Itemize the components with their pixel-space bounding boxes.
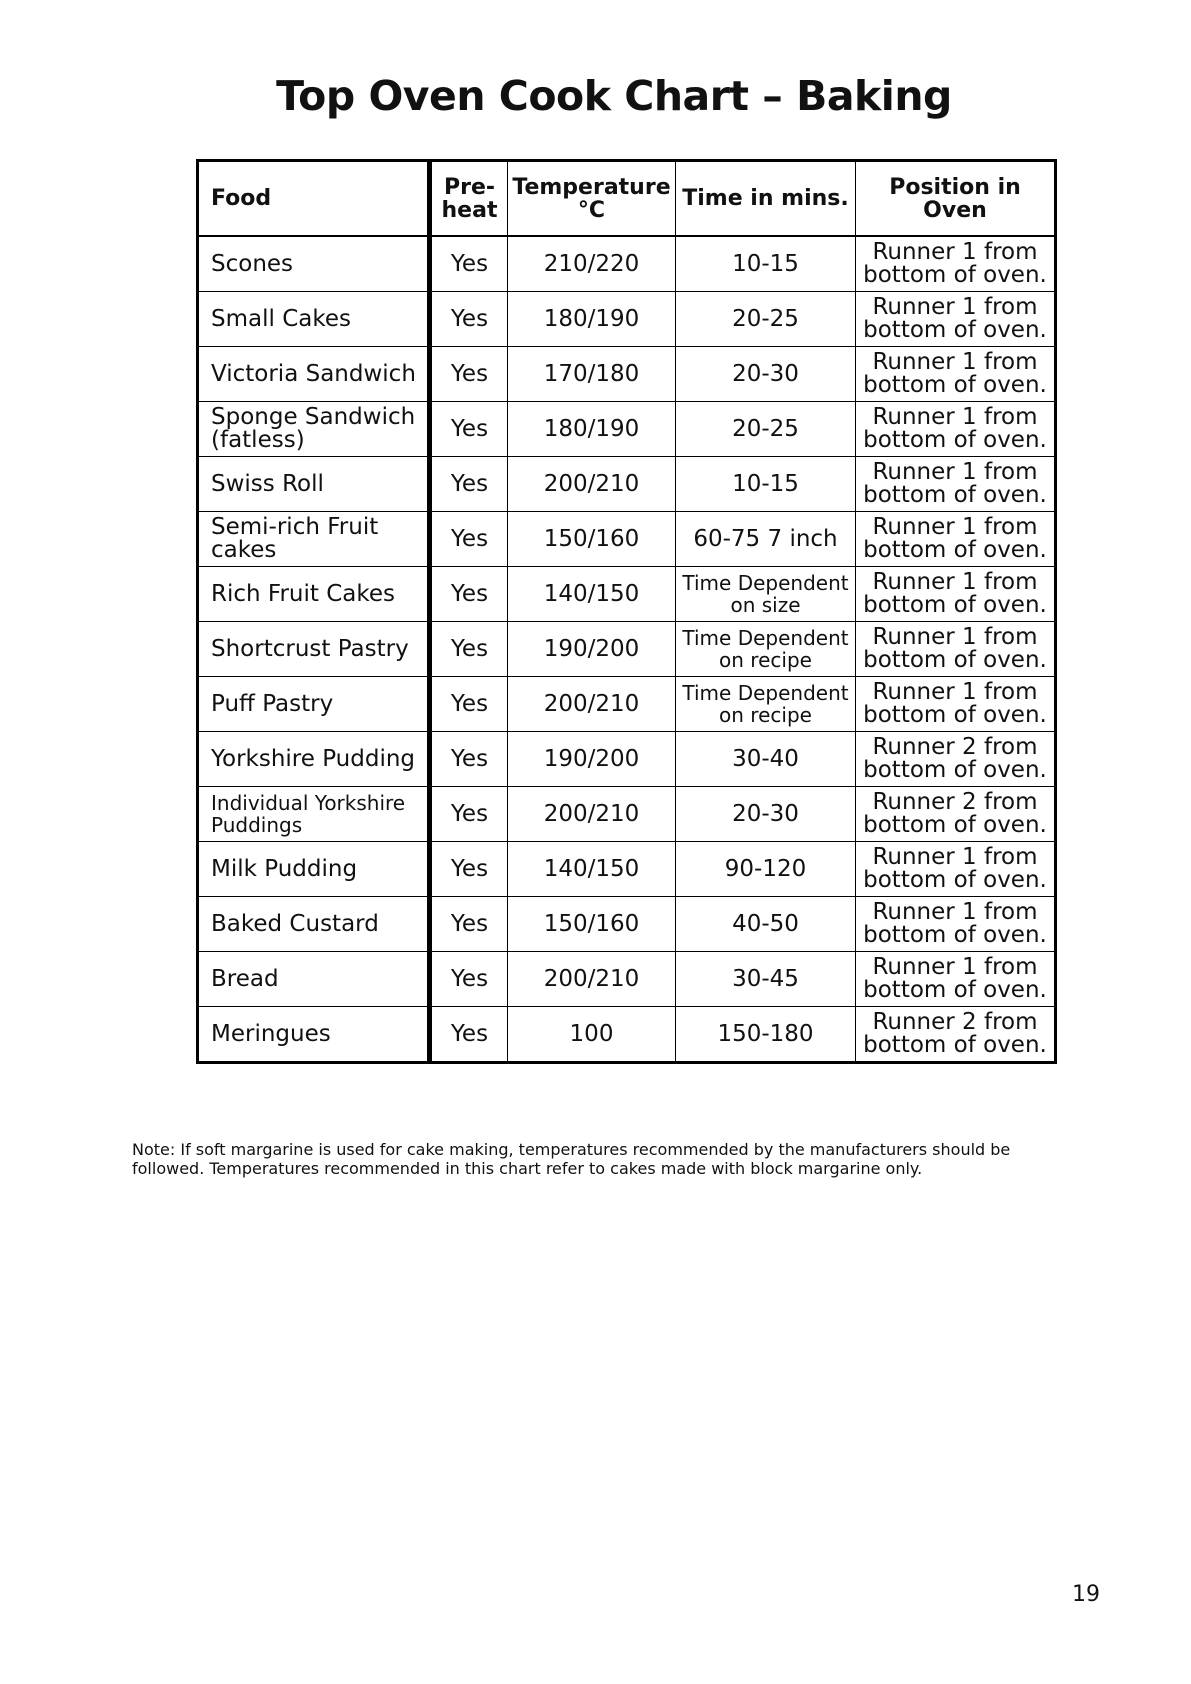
cell-food: Puff Pastry [198,677,430,732]
cell-time: 20-30 [676,787,856,842]
cell-temperature: 200/210 [508,457,676,512]
page-number: 19 [1072,1582,1100,1607]
cell-preheat: Yes [430,347,508,402]
cell-temperature: 100 [508,1007,676,1063]
note-line-1: Note: If soft margarine is used for cake making, temperatures recommended by the manufacturers should be [132,1140,1011,1159]
cell-preheat: Yes [430,1007,508,1063]
cell-preheat: Yes [430,622,508,677]
cell-time: Time Dependent on recipe [676,622,856,677]
cell-temperature: 150/160 [508,512,676,567]
note-line-2: followed. Temperatures recommended in this chart refer to cakes made with block margarine only. [132,1159,923,1178]
cell-preheat: Yes [430,842,508,897]
cell-position: Runner 2 from bottom of oven. [856,732,1056,787]
cell-time: 30-40 [676,732,856,787]
cell-temperature: 190/200 [508,622,676,677]
table-row [198,787,1056,842]
table-row [198,732,1056,787]
cell-time: 90-120 [676,842,856,897]
table-body [198,236,1056,1063]
table-row [198,292,1056,347]
cell-position: Runner 1 from bottom of oven. [856,567,1056,622]
page-title: Top Oven Cook Chart – Baking [276,72,952,120]
table-row [198,402,1056,457]
cell-temperature: 180/190 [508,292,676,347]
cell-position: Runner 1 from bottom of oven. [856,677,1056,732]
header-position: Position in Oven [856,161,1056,237]
cell-food: Baked Custard [198,897,430,952]
cell-preheat: Yes [430,292,508,347]
note-text [132,1140,1062,1178]
header-temperature: Temperature °C [508,161,676,237]
table-row [198,457,1056,512]
cell-food: Milk Pudding [198,842,430,897]
cell-position: Runner 1 from bottom of oven. [856,402,1056,457]
cell-food: Shortcrust Pastry [198,622,430,677]
cell-position: Runner 1 from bottom of oven. [856,347,1056,402]
cell-food: Semi-rich Fruit cakes [198,512,430,567]
cell-food: Yorkshire Pudding [198,732,430,787]
cell-food: Small Cakes [198,292,430,347]
cell-preheat: Yes [430,236,508,292]
cell-preheat: Yes [430,732,508,787]
cell-time: 20-30 [676,347,856,402]
cell-preheat: Yes [430,952,508,1007]
cell-temperature: 190/200 [508,732,676,787]
cell-position: Runner 1 from bottom of oven. [856,512,1056,567]
table-row [198,512,1056,567]
cell-food: Individual Yorkshire Puddings [198,787,430,842]
cell-preheat: Yes [430,787,508,842]
cell-temperature: 180/190 [508,402,676,457]
cell-position: Runner 1 from bottom of oven. [856,897,1056,952]
cell-position: Runner 1 from bottom of oven. [856,622,1056,677]
cell-temperature: 140/150 [508,842,676,897]
cell-time: 20-25 [676,402,856,457]
cell-food: Sponge Sandwich (fatless) [198,402,430,457]
cell-food: Meringues [198,1007,430,1063]
table-row [198,347,1056,402]
cell-time: 60-75 7 inch [676,512,856,567]
header-time: Time in mins. [676,161,856,237]
cell-position: Runner 1 from bottom of oven. [856,236,1056,292]
cell-position: Runner 2 from bottom of oven. [856,1007,1056,1063]
cell-time: 10-15 [676,236,856,292]
cell-position: Runner 1 from bottom of oven. [856,952,1056,1007]
cell-preheat: Yes [430,457,508,512]
table-row [198,567,1056,622]
table-row [198,236,1056,292]
cell-preheat: Yes [430,512,508,567]
table-row [198,622,1056,677]
cell-preheat: Yes [430,402,508,457]
cell-temperature: 140/150 [508,567,676,622]
cell-preheat: Yes [430,567,508,622]
cell-preheat: Yes [430,897,508,952]
cell-position: Runner 1 from bottom of oven. [856,292,1056,347]
cell-preheat: Yes [430,677,508,732]
table-row [198,952,1056,1007]
cell-time: 30-45 [676,952,856,1007]
cell-time: 40-50 [676,897,856,952]
table-row [198,1007,1056,1063]
table-header-row [198,161,1056,237]
cell-position: Runner 1 from bottom of oven. [856,457,1056,512]
cell-food: Swiss Roll [198,457,430,512]
cell-food: Rich Fruit Cakes [198,567,430,622]
cell-food: Scones [198,236,430,292]
table-row [198,842,1056,897]
cell-temperature: 170/180 [508,347,676,402]
table-row [198,677,1056,732]
cell-time: 20-25 [676,292,856,347]
cook-chart-table [196,159,1057,1064]
cell-position: Runner 1 from bottom of oven. [856,842,1056,897]
cell-food: Bread [198,952,430,1007]
cell-temperature: 200/210 [508,952,676,1007]
cell-time: Time Dependent on recipe [676,677,856,732]
table-row [198,897,1056,952]
cell-position: Runner 2 from bottom of oven. [856,787,1056,842]
cell-temperature: 150/160 [508,897,676,952]
cell-time: 10-15 [676,457,856,512]
cell-temperature: 200/210 [508,787,676,842]
cell-temperature: 200/210 [508,677,676,732]
cell-temperature: 210/220 [508,236,676,292]
header-food: Food [198,161,430,237]
header-preheat: Pre- heat [430,161,508,237]
cell-time: Time Dependent on size [676,567,856,622]
cell-food: Victoria Sandwich [198,347,430,402]
cell-time: 150-180 [676,1007,856,1063]
